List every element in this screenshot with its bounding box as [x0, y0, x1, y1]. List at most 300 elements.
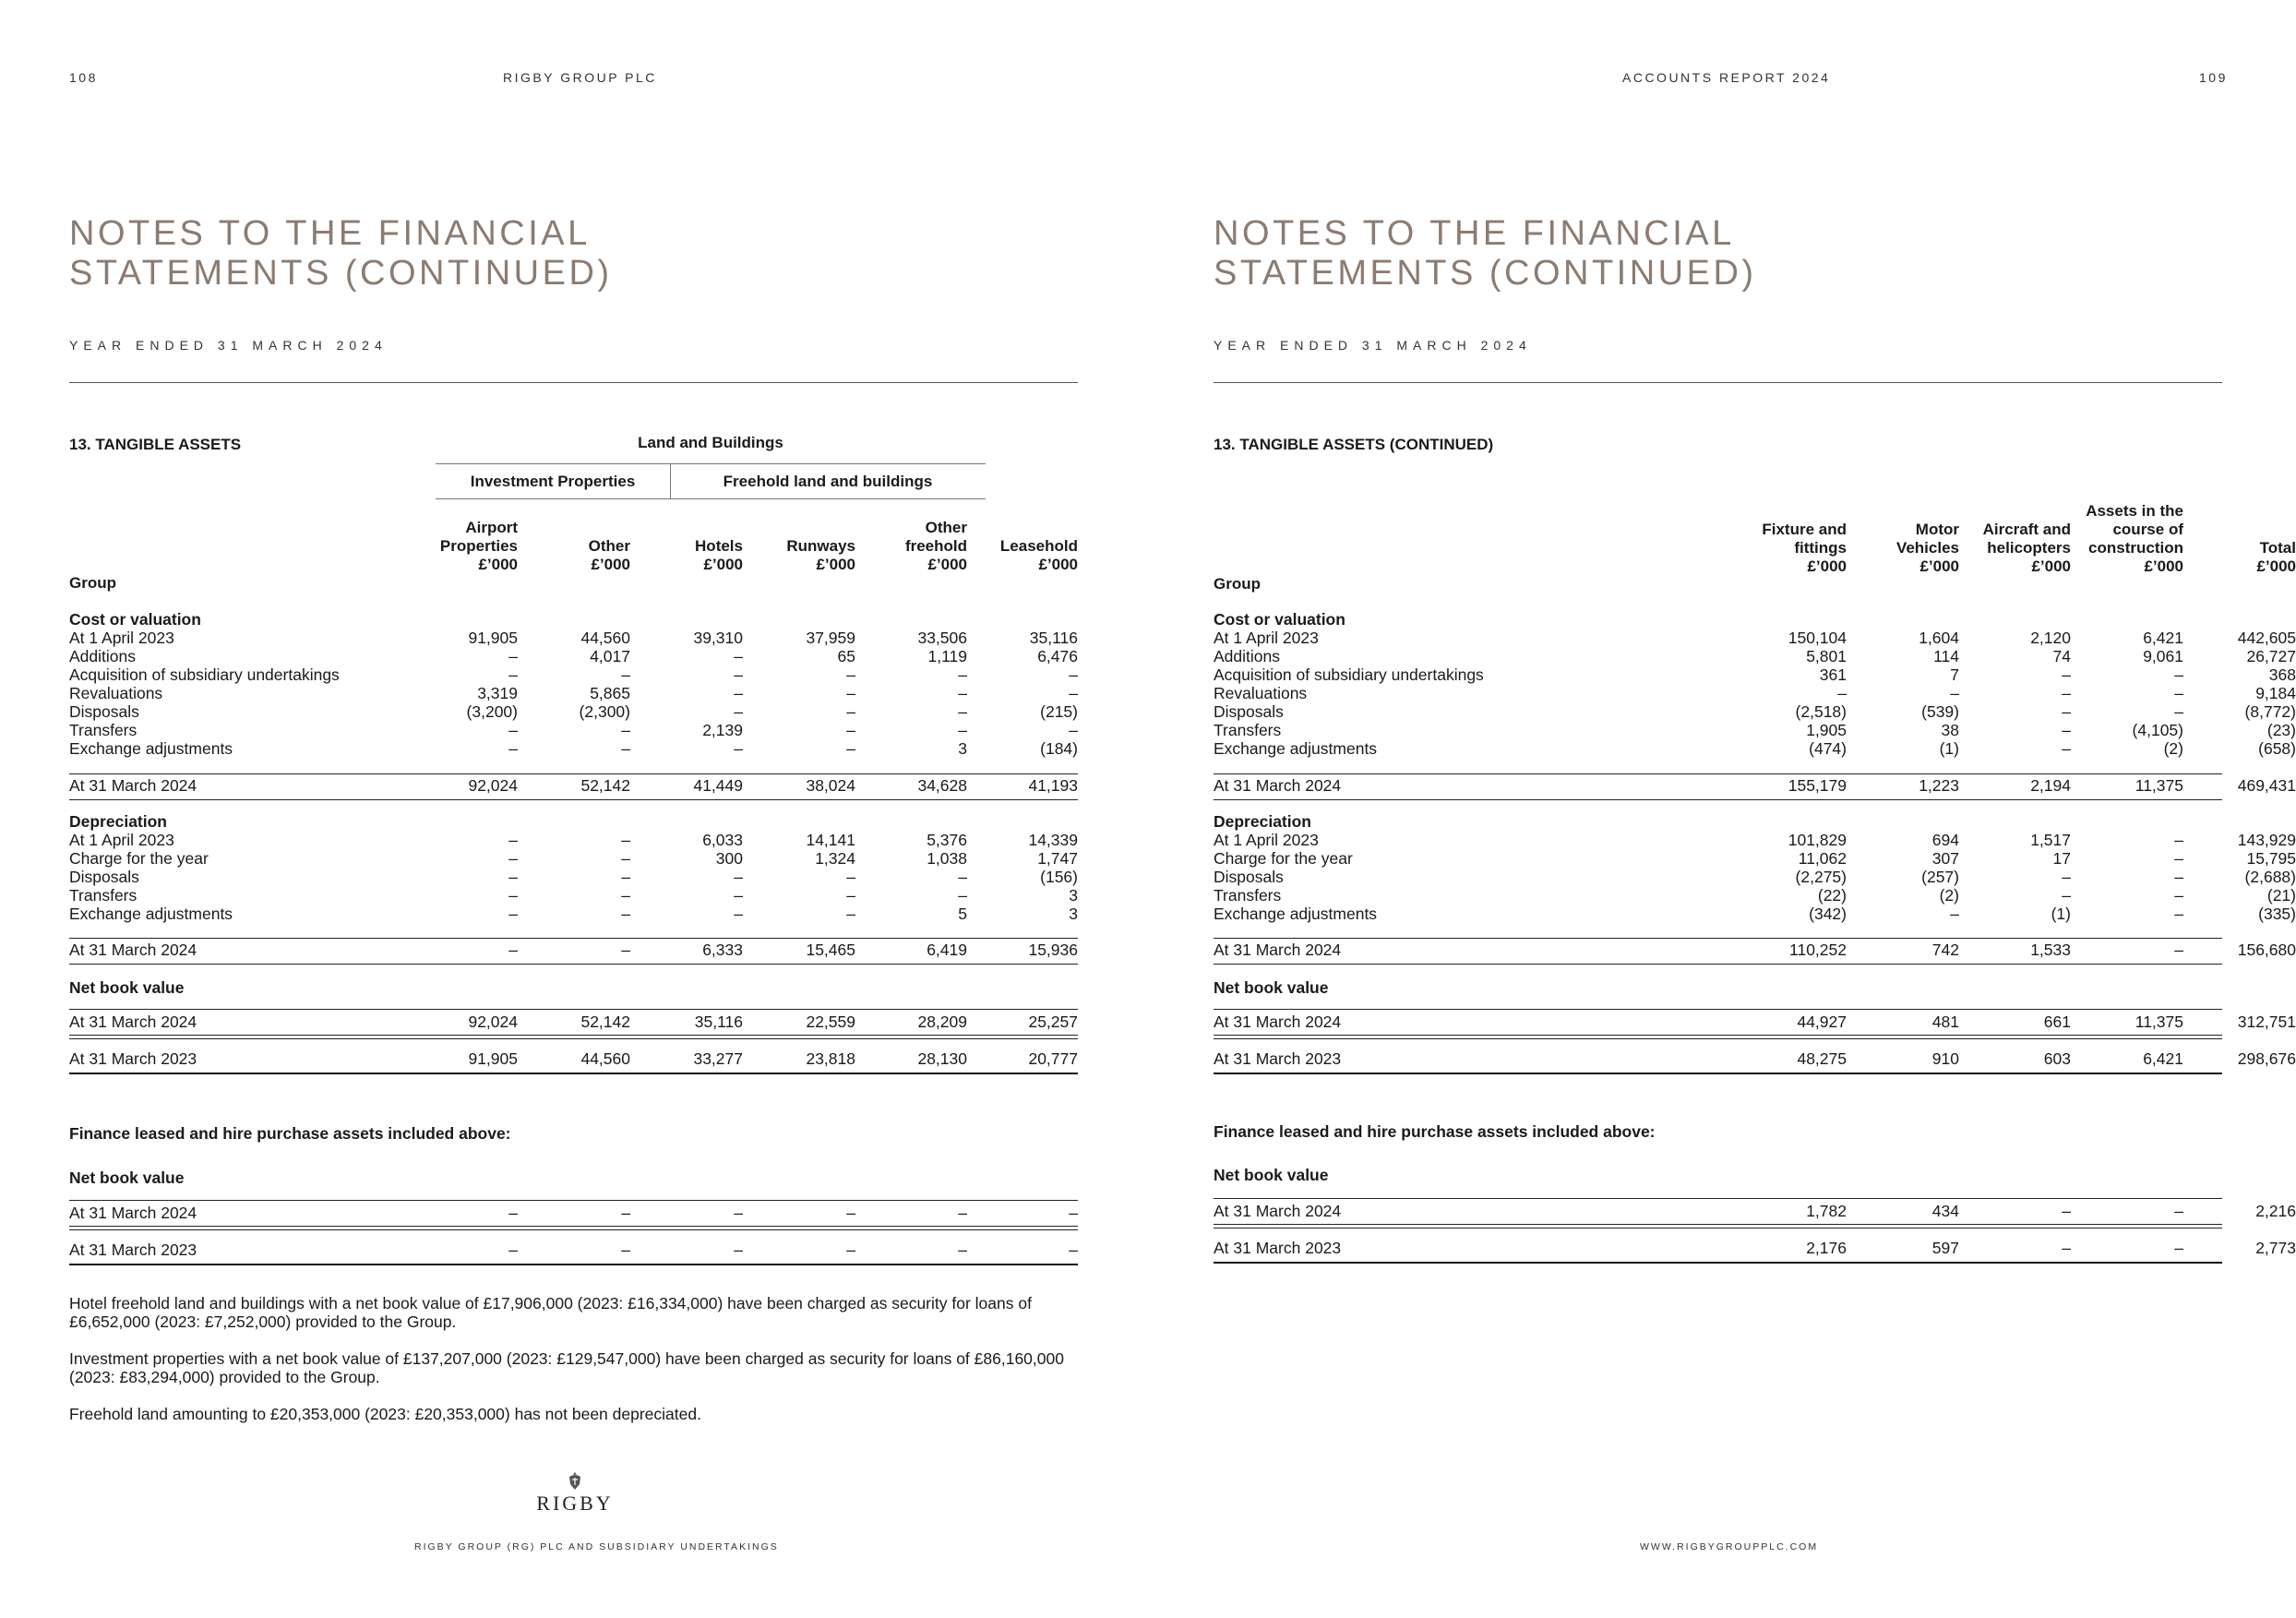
right-footer: WWW.RIGBYGROUPPLC.COM: [1640, 1541, 1819, 1552]
cell-value: –: [846, 886, 855, 905]
column-header-line: Aircraft and: [1982, 521, 2071, 538]
cell-value: –: [2062, 868, 2071, 886]
right-page: [1144, 0, 2296, 1618]
group-label: Group: [1214, 575, 1261, 593]
cell-value: 1,038: [927, 849, 967, 868]
finance-nbv-heading: [69, 1169, 1078, 1187]
cell-value: –: [1950, 684, 1959, 702]
total-row: [1214, 1049, 2296, 1068]
row-label: At 31 March 2023: [1214, 1049, 1342, 1068]
cell-value: 368: [2268, 665, 2296, 684]
column-header-line: £’000: [591, 556, 630, 573]
cell-value: (8,772): [2244, 702, 2296, 721]
cell-value: –: [621, 665, 630, 684]
table-row: [1214, 849, 2296, 868]
cell-value: –: [2174, 702, 2183, 721]
cell-value: 3,319: [477, 684, 518, 702]
cell-value: –: [1069, 1204, 1078, 1222]
column-header-line: £’000: [1919, 557, 1959, 575]
title-line-2: STATEMENTS (CONTINUED): [69, 254, 613, 293]
total-row: [69, 1240, 1078, 1259]
note-paragraph-1: Hotel freehold land and buildings with a net book value of £17,906,000 (2023: £16,334,000) have been charged as security for loans of £6,652,000 (2023: £7,252,000) provided to the Group.: [69, 1294, 1032, 1331]
cell-value: –: [2174, 831, 2183, 849]
cell-value: (2): [2163, 739, 2183, 758]
cost-heading: [1214, 610, 2222, 629]
row-label: At 31 March 2023: [69, 1049, 197, 1068]
cell-value: –: [2174, 1239, 2183, 1257]
cell-value: –: [621, 849, 630, 868]
column-header: [939, 519, 1078, 574]
cell-value: (2,688): [2244, 868, 2296, 886]
rule: [69, 799, 1078, 800]
row-label: Net book value: [1214, 978, 1329, 997]
cell-value: 14,339: [1028, 831, 1078, 849]
cell-value: 6,033: [702, 831, 743, 849]
running-head: RIGBY GROUP PLC: [503, 70, 657, 85]
cell-value: (22): [1817, 886, 1847, 905]
rule: [1214, 1198, 2222, 1199]
row-label: Exchange adjustments: [1214, 739, 1378, 758]
cell-value: –: [734, 665, 743, 684]
cell-value: 114: [1933, 647, 1959, 665]
cell-value: –: [508, 941, 518, 959]
cell-value: –: [508, 905, 518, 923]
row-label: At 1 April 2023: [1214, 831, 1319, 849]
table-row: [1214, 702, 2296, 721]
table-row: [69, 905, 1078, 923]
cell-value: –: [846, 1204, 855, 1222]
cell-value: 4,017: [590, 647, 630, 665]
cell-value: 33,277: [693, 1049, 743, 1068]
cell-value: 1,223: [1919, 776, 1959, 795]
cell-value: 15,936: [1028, 941, 1078, 959]
cell-value: –: [508, 721, 518, 739]
row-label: At 31 March 2024: [69, 1013, 197, 1031]
cell-value: –: [734, 886, 743, 905]
cell-value: 23,818: [806, 1049, 855, 1068]
cell-value: 6,421: [2143, 629, 2183, 647]
cost-heading: [69, 610, 1078, 629]
cell-value: 1,604: [1919, 629, 1959, 647]
cell-value: –: [621, 1204, 630, 1222]
band-land-and-buildings: Land and Buildings: [638, 434, 783, 451]
column-header-line: course of: [2112, 521, 2183, 538]
page-subtitle: YEAR ENDED 31 MARCH 2024: [1214, 338, 1532, 353]
rule: [69, 1264, 1078, 1265]
total-row: [69, 941, 1078, 959]
cell-value: 597: [1931, 1239, 1959, 1257]
cell-value: 2,139: [702, 721, 743, 739]
cell-value: (2,518): [1795, 702, 1847, 721]
cell-value: –: [508, 831, 518, 849]
cell-value: 26,727: [2246, 647, 2296, 665]
column-header-line: Vehicles: [1895, 539, 1959, 557]
cell-value: –: [508, 647, 518, 665]
cell-value: –: [1069, 665, 1078, 684]
note-paragraph-3: Freehold land amounting to £20,353,000 (2023: £20,353,000) has not been depreciated.: [69, 1405, 701, 1423]
cell-value: –: [2062, 684, 2071, 702]
row-label: Transfers: [69, 886, 138, 905]
cell-value: 39,310: [693, 629, 743, 647]
section-heading: 13. TANGIBLE ASSETS: [69, 436, 242, 453]
cell-value: 44,560: [580, 629, 630, 647]
cell-value: (539): [1921, 702, 1959, 721]
cell-value: 434: [1931, 1202, 1959, 1220]
row-label: Disposals: [1214, 702, 1284, 721]
cell-value: 742: [1931, 941, 1959, 959]
cell-value: 1,782: [1806, 1202, 1847, 1220]
cell-value: (658): [2258, 739, 2296, 758]
cell-value: 9,184: [2255, 684, 2296, 702]
cell-value: –: [2174, 665, 2183, 684]
cell-value: 14,141: [806, 831, 855, 849]
cell-value: 1,905: [1806, 721, 1847, 739]
cell-value: 110,252: [1789, 941, 1847, 959]
cell-value: –: [2174, 905, 2183, 923]
cell-value: 22,559: [806, 1013, 855, 1031]
cell-value: 481: [1931, 1013, 1959, 1031]
cell-value: 91,905: [468, 1049, 518, 1068]
cell-value: –: [734, 1204, 743, 1222]
row-label: Disposals: [69, 868, 139, 886]
cell-value: 155,179: [1788, 776, 1847, 795]
column-header-line: £’000: [816, 556, 855, 573]
row-label: Acquisition of subsidiary undertakings: [69, 665, 340, 684]
cell-value: (156): [1040, 868, 1078, 886]
cell-value: –: [846, 868, 855, 886]
cell-value: –: [621, 868, 630, 886]
column-header-line: £’000: [703, 556, 743, 573]
table-row: [69, 665, 1078, 684]
cell-value: –: [621, 831, 630, 849]
table-row: [69, 739, 1078, 758]
cell-value: –: [958, 684, 967, 702]
cell-value: –: [2062, 665, 2071, 684]
cell-value: (2,275): [1795, 868, 1847, 886]
cell-value: –: [958, 721, 967, 739]
cell-value: 48,275: [1797, 1049, 1847, 1068]
cell-value: –: [734, 702, 743, 721]
column-header: [2158, 502, 2296, 576]
cell-value: 3: [1069, 886, 1078, 905]
cell-value: 38: [1941, 721, 1959, 739]
cell-value: 661: [2043, 1013, 2071, 1031]
row-label: Exchange adjustments: [69, 905, 233, 923]
rule: [69, 1073, 1078, 1074]
row-label: At 31 March 2024: [1214, 941, 1342, 959]
depreciation-heading: [1214, 812, 2222, 831]
row-label: At 1 April 2023: [1214, 629, 1319, 647]
cell-value: 91,905: [468, 629, 518, 647]
row-label: At 31 March 2024: [69, 941, 197, 959]
cell-value: (257): [1921, 868, 1959, 886]
row-label: Revaluations: [1214, 684, 1308, 702]
cell-value: –: [2174, 849, 2183, 868]
cell-value: –: [2174, 1202, 2183, 1220]
table-row: [1214, 905, 2296, 923]
rule: [69, 938, 1078, 939]
column-header-line: Runways: [786, 537, 855, 555]
cell-value: –: [846, 1240, 855, 1259]
cell-value: 5,801: [1806, 647, 1847, 665]
cell-value: 5: [958, 905, 967, 923]
cell-value: 1,747: [1037, 849, 1078, 868]
cell-value: 15,795: [2246, 849, 2296, 868]
rigby-logo: [533, 1471, 616, 1516]
cell-value: (335): [2258, 905, 2296, 923]
cell-value: –: [958, 886, 967, 905]
row-label: At 1 April 2023: [69, 831, 174, 849]
title-line-1: NOTES TO THE FINANCIAL: [1214, 214, 1735, 253]
cell-value: 28,130: [917, 1049, 967, 1068]
column-header-line: [2158, 521, 2296, 539]
cell-value: –: [2174, 684, 2183, 702]
column-header-line: Total: [2259, 539, 2296, 557]
column-header-line: Other: [925, 519, 967, 536]
table-row: [69, 886, 1078, 905]
cell-value: –: [508, 739, 518, 758]
table-row: [69, 702, 1078, 721]
cell-value: (4,105): [2132, 721, 2183, 739]
row-label: Transfers: [69, 721, 138, 739]
cell-value: 33,506: [917, 629, 967, 647]
cell-value: (1): [2051, 905, 2071, 923]
cell-value: 6,476: [1037, 647, 1078, 665]
page-subtitle: YEAR ENDED 31 MARCH 2024: [69, 338, 388, 353]
net-book-value-heading: [69, 978, 1078, 997]
rule: [1214, 964, 2222, 965]
row-label: At 31 March 2023: [1214, 1239, 1342, 1257]
cell-value: –: [508, 1240, 518, 1259]
cell-value: 15,465: [806, 941, 855, 959]
cell-value: 74: [2052, 647, 2071, 665]
column-header-line: £’000: [2256, 557, 2296, 575]
row-label: Net book value: [69, 1169, 185, 1187]
cell-value: –: [2062, 1239, 2071, 1257]
row-label: Exchange adjustments: [69, 739, 233, 758]
logo-wordmark: RIGBY: [536, 1492, 614, 1515]
cell-value: 52,142: [580, 1013, 630, 1031]
rule: [69, 964, 1078, 965]
cell-value: 101,829: [1788, 831, 1847, 849]
column-header-line: fittings: [1794, 539, 1847, 557]
cell-value: –: [1069, 1240, 1078, 1259]
title-line-2: STATEMENTS (CONTINUED): [1214, 254, 1757, 293]
total-row: [69, 1013, 1078, 1031]
cell-value: –: [1837, 684, 1847, 702]
cell-value: (215): [1040, 702, 1078, 721]
depreciation-heading: [69, 812, 1078, 831]
cell-value: –: [958, 1204, 967, 1222]
table-row: [1214, 629, 2296, 647]
double-rule: [1214, 1035, 2222, 1039]
column-header-line: Assets in the: [2086, 502, 2183, 520]
column-header-line: Airport: [465, 519, 518, 536]
cell-value: –: [958, 665, 967, 684]
double-rule: [1214, 1224, 2222, 1228]
cell-value: 6,333: [702, 941, 743, 959]
cell-value: 2,773: [2255, 1239, 2296, 1257]
cell-value: 37,959: [806, 629, 855, 647]
table-row: [69, 684, 1078, 702]
cell-value: 52,142: [580, 776, 630, 795]
row-label: At 31 March 2024: [69, 1204, 197, 1222]
cell-value: 34,628: [917, 776, 967, 795]
double-rule: [69, 1226, 1078, 1230]
cell-value: 9,061: [2143, 647, 2183, 665]
total-row: [69, 776, 1078, 795]
page-title: [1214, 214, 1757, 294]
total-row: [69, 1204, 1078, 1222]
cell-value: 2,120: [2030, 629, 2071, 647]
finance-nbv-heading: [1214, 1166, 2222, 1184]
table-row: [69, 629, 1078, 647]
cell-value: 3: [1069, 905, 1078, 923]
cell-value: –: [2174, 886, 2183, 905]
cell-value: –: [734, 905, 743, 923]
cell-value: 2,176: [1806, 1239, 1847, 1257]
cell-value: –: [846, 905, 855, 923]
table-row: [1214, 665, 2296, 684]
row-label: At 31 March 2023: [69, 1240, 197, 1259]
cell-value: 150,104: [1788, 629, 1847, 647]
finance-heading: [69, 1124, 1078, 1143]
cell-value: –: [621, 721, 630, 739]
finance-heading: [1214, 1122, 2222, 1141]
cell-value: 35,116: [1029, 629, 1078, 647]
cell-value: –: [846, 684, 855, 702]
rule: [69, 1200, 1078, 1201]
table-row: [69, 868, 1078, 886]
band-rule-top: [436, 463, 986, 464]
cell-value: –: [1950, 905, 1959, 923]
band-rule-bottom: [436, 498, 986, 499]
row-label: Charge for the year: [69, 849, 209, 868]
cell-value: –: [1069, 684, 1078, 702]
cell-value: –: [958, 702, 967, 721]
cell-value: 1,119: [927, 647, 967, 665]
cell-value: (342): [1809, 905, 1847, 923]
left-footer: RIGBY GROUP (RG) PLC AND SUBSIDIARY UNDERTAKINGS: [414, 1541, 779, 1552]
total-row: [1214, 1239, 2296, 1257]
cell-value: 143,929: [2237, 831, 2296, 849]
row-label: Revaluations: [69, 684, 163, 702]
row-label: At 31 March 2024: [69, 776, 197, 795]
net-book-value-heading: [1214, 978, 2222, 997]
cell-value: 44,927: [1797, 1013, 1847, 1031]
band-freehold: Freehold land and buildings: [723, 473, 933, 490]
double-rule: [69, 1035, 1078, 1039]
cell-value: 156,680: [2237, 941, 2296, 959]
cell-value: 442,605: [2237, 629, 2296, 647]
cell-value: –: [2062, 702, 2071, 721]
header-rule: [69, 382, 1078, 383]
cell-value: –: [621, 941, 630, 959]
cell-value: 1,517: [2030, 831, 2071, 849]
cell-value: –: [621, 739, 630, 758]
cell-value: (3,200): [466, 702, 518, 721]
cell-value: 1,533: [2030, 941, 2071, 959]
cell-value: 694: [1931, 831, 1959, 849]
row-label: Finance leased and hire purchase assets included above:: [1214, 1122, 1656, 1141]
table-row: [1214, 684, 2296, 702]
cell-value: (184): [1040, 739, 1078, 758]
cell-value: 298,676: [2237, 1049, 2296, 1068]
cell-value: 307: [1931, 849, 1959, 868]
column-header-line: Hotels: [695, 537, 743, 555]
group-label: Group: [69, 574, 116, 592]
column-header-line: £’000: [1807, 557, 1847, 575]
column-header-line: [2158, 502, 2296, 521]
cell-value: (21): [2266, 886, 2296, 905]
rule: [69, 773, 1078, 774]
rule: [69, 1009, 1078, 1010]
cell-value: 28,209: [917, 1013, 967, 1031]
cell-value: –: [846, 739, 855, 758]
total-row: [1214, 776, 2296, 795]
title-line-1: NOTES TO THE FINANCIAL: [69, 214, 591, 253]
rule: [1214, 938, 2222, 939]
page-number: 108: [69, 70, 98, 85]
rule: [1214, 1073, 2222, 1074]
cell-value: –: [508, 849, 518, 868]
cell-value: –: [621, 1240, 630, 1259]
table-row: [1214, 647, 2296, 665]
cell-value: 361: [1819, 665, 1847, 684]
column-header-line: Other: [588, 537, 630, 555]
row-label: Disposals: [69, 702, 139, 721]
rule: [1214, 1009, 2222, 1010]
column-header-line: freehold: [904, 537, 967, 555]
cell-value: –: [508, 665, 518, 684]
cell-value: –: [734, 739, 743, 758]
row-label: Exchange adjustments: [1214, 905, 1378, 923]
column-header-line: Leasehold: [999, 537, 1078, 555]
cell-value: 11,375: [2135, 776, 2183, 795]
cell-value: –: [846, 721, 855, 739]
rule: [1214, 799, 2222, 800]
cell-value: –: [508, 886, 518, 905]
cell-value: 3: [958, 739, 967, 758]
header-rule: [1214, 382, 2222, 383]
cell-value: –: [734, 1240, 743, 1259]
row-label: At 31 March 2024: [1214, 1013, 1342, 1031]
table-row: [69, 849, 1078, 868]
cell-value: –: [508, 868, 518, 886]
cell-value: 65: [837, 647, 855, 665]
cell-value: 910: [1931, 1049, 1959, 1068]
cell-value: –: [621, 886, 630, 905]
column-header-line: £’000: [2031, 557, 2071, 575]
crest-icon: [567, 1471, 583, 1492]
cell-value: –: [2062, 1202, 2071, 1220]
row-label: Net book value: [69, 978, 185, 997]
column-header-line: Fixture and: [1762, 521, 1847, 538]
cell-value: –: [2174, 868, 2183, 886]
cell-value: (2): [1939, 886, 1959, 905]
column-header-line: [939, 519, 1078, 537]
row-label: Acquisition of subsidiary undertakings: [1214, 665, 1484, 684]
cell-value: –: [508, 1204, 518, 1222]
cell-value: 469,431: [2237, 776, 2296, 795]
cell-value: 603: [2043, 1049, 2071, 1068]
cell-value: 5,865: [590, 684, 630, 702]
cell-value: 11,062: [1798, 849, 1847, 868]
cell-value: –: [846, 665, 855, 684]
cell-value: –: [2062, 886, 2071, 905]
total-row: [69, 1049, 1078, 1068]
cell-value: –: [621, 905, 630, 923]
